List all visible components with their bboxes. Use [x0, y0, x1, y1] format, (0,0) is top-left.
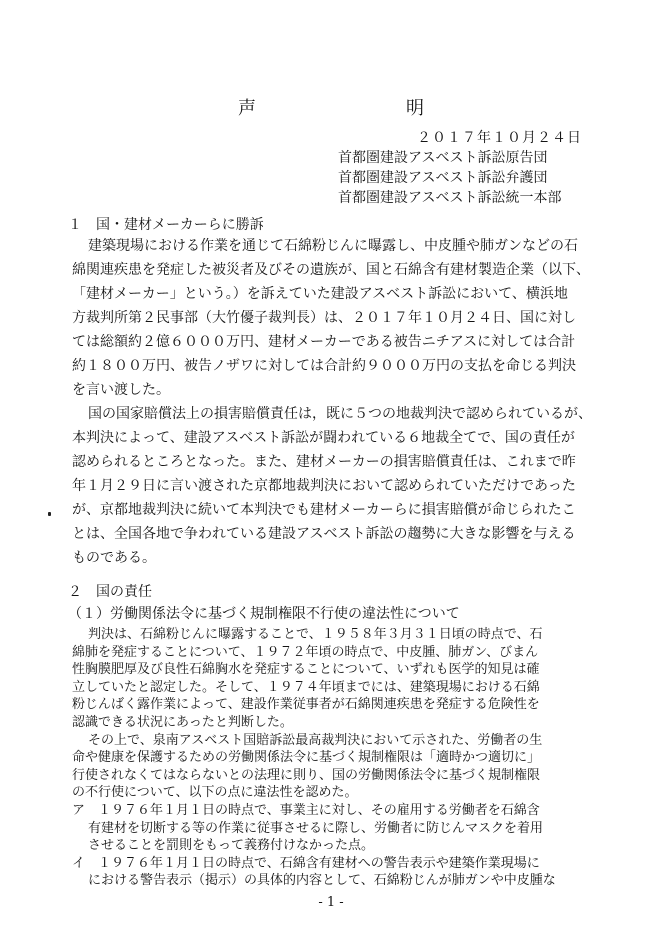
- paragraph-line: の不行使について、以下の点に違法性を認めた。: [72, 785, 358, 801]
- document-date-block: [417, 128, 582, 148]
- paragraph-line: 年１月２９日に言い渡された京都地裁判決において認められていただけであった: [72, 478, 576, 494]
- paragraph-line: ては総額約２億６０００万円、建材メーカーである被告ニチアスに対しては合計: [72, 334, 576, 350]
- paragraph-line: させることを罰則をもって義務付けなかった点。: [88, 838, 375, 854]
- document-title: 声 明: [238, 98, 490, 119]
- paragraph-line: 約１８００万円、被告ノザワに対しては合計約９０００万円の支払を命じる判決: [72, 358, 576, 374]
- paragraph-line: その上で、泉南アスベスト国賠訴訟最高裁判決において示された、労働者の生: [88, 732, 543, 748]
- document-date: ２０１７年１０月２４日: [417, 130, 582, 146]
- subsection-heading: （１）労働関係法令に基づく規制権限不行使の違法性について: [68, 606, 460, 622]
- paragraph-line: ア １９７６年１月１日の時点で、事業主に対し、その雇用する労働者を石綿含: [72, 803, 540, 818]
- paragraph-line: 認められるところとなった。また、建材メーカーの損害賠償責任は、これまで昨: [72, 454, 576, 470]
- section-heading: １ 国・建材メーカーらに勝訴: [68, 217, 264, 233]
- paragraph-line: 国の国家賠償法上の損害賠償責任は，既に５つの地裁判決で認められているが、: [88, 406, 592, 422]
- paragraph-line: 命や健康を保護するための労働関係法令に基づく規制権限は「適時かつ適切に」: [72, 750, 541, 766]
- paragraph-line: 認識できる状況にあったと判断した。: [72, 715, 293, 730]
- paragraph-line: を言い渡した。: [72, 382, 170, 398]
- page-number: - 1 -: [318, 895, 344, 910]
- paragraph-line: 立していたと認定した。そして、１９７４年頃までには、建築現場における石綿: [72, 679, 540, 695]
- organization-name: 首都圏建設アスベスト訴訟原告団: [338, 150, 548, 166]
- paragraph-line: 方裁判所第２民事部（大竹優子裁判長）は、２０１７年１０月２４日、国に対し: [72, 310, 576, 326]
- paragraph-line: における警告表示（掲示）の具体的内容として、石綿粉じんが肺ガンや中皮腫な: [88, 873, 556, 889]
- organization-name: 首都圏建設アスベスト訴訟弁護団: [338, 170, 548, 186]
- paragraph-line: ものである。: [72, 550, 156, 566]
- paragraph-line: が、京都地裁判決に続いて本判決でも建材メーカーらに損害賠償が命じられたこ: [72, 502, 576, 518]
- paragraph-line: 綿関連疾患を発症した被災者及びその遺族が、国と石綿含有建材製造企業（以下、: [72, 262, 590, 278]
- paragraph-line: 建築現場における作業を通じて石綿粉じんに曝露し、中皮腫や肺ガンなどの石: [88, 238, 578, 254]
- paragraph-line: 本判決によって、建設アスベスト訴訟が闘われている６地裁全てで、国の責任が: [72, 430, 575, 446]
- paragraph-line: 綿肺を発症することについて、１９７２年頃の時点で、中皮腫、肺ガン、びまん: [72, 644, 539, 660]
- organization-name: 首都圏建設アスベスト訴訟統一本部: [338, 190, 562, 206]
- paragraph-line: 「建材メーカー」という。）を訴えていた建設アスベスト訴訟において、横浜地: [72, 286, 568, 302]
- section-heading: ２ 国の責任: [68, 584, 152, 600]
- paragraph-line: 行使されなくてはならないとの法理に則り、国の労働関係法令に基づく規制権限: [72, 767, 541, 783]
- paragraph-line: 判決は、石綿粉じんに曝露することで、１９５８年３月３１日頃の時点で、石: [88, 627, 543, 642]
- organization-list: [338, 148, 561, 208]
- scan-speck: [48, 512, 51, 516]
- paragraph-line: 粉じんばく露作業によって、建設作業従事者が石綿関連疾患を発症する危険性を: [72, 697, 540, 713]
- paragraph-line: 性胸膜肥厚及び良性石綿胸水を発症することについて、いずれも医学的知見は確: [72, 662, 540, 678]
- paragraph-line: とは、全国各地で争われている建設アスベスト訴訟の趨勢に大きな影響を与える: [72, 526, 576, 542]
- paragraph-line: イ １９７６年１月１日の時点で、石綿含有建材への警告表示や建築作業現場に: [72, 855, 540, 871]
- paragraph-line: 有建材を切断する等の作業に従事させるに際し、労働者に防じんマスクを着用: [88, 820, 544, 836]
